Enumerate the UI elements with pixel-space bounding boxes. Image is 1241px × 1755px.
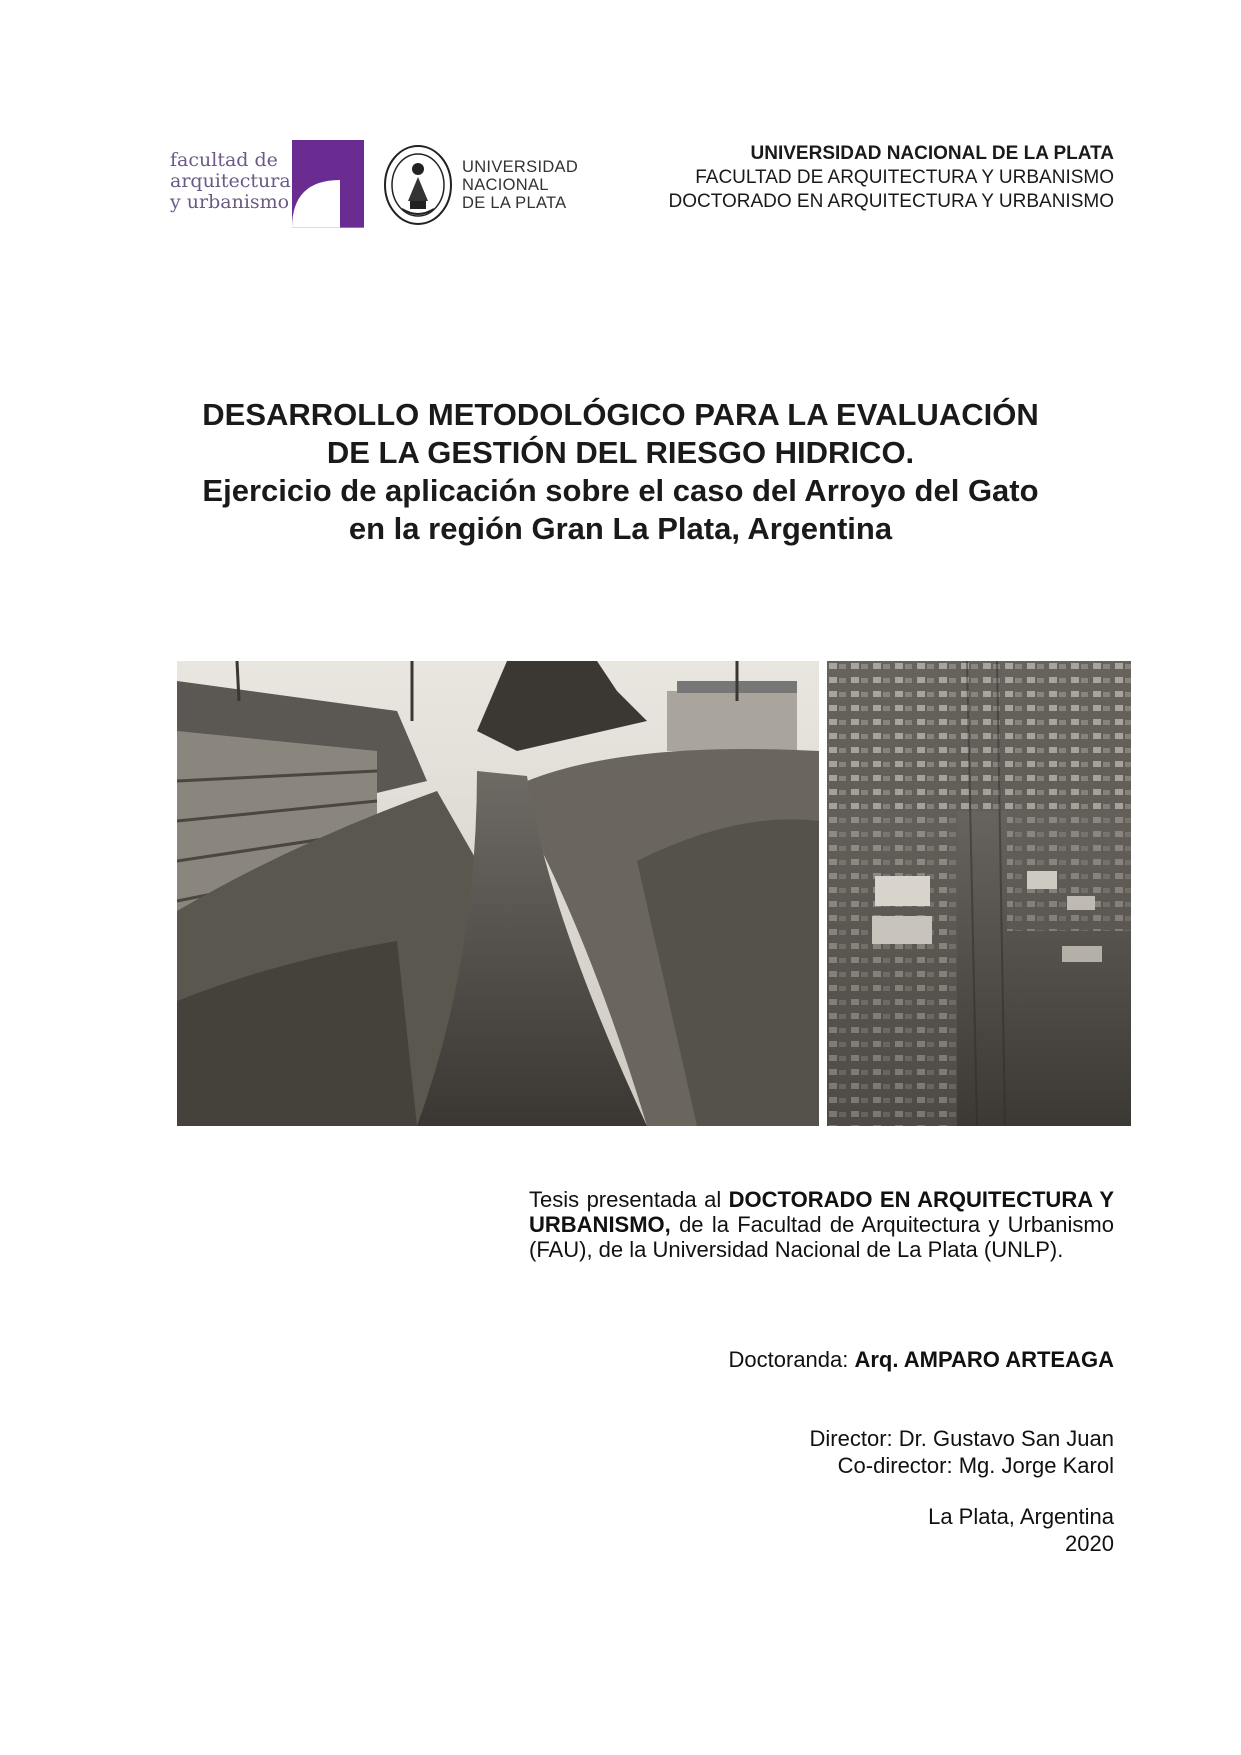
program-name: DOCTORADO EN ARQUITECTURA Y URBANISMO: [668, 191, 1114, 212]
faculty-name: FACULTAD DE ARQUITECTURA Y URBANISMO: [695, 167, 1114, 188]
doctoranda-label: Doctoranda:: [728, 1347, 855, 1372]
director: Director: Dr. Gustavo San Juan: [809, 1426, 1114, 1451]
co-director: Co-director: Mg. Jorge Karol: [837, 1453, 1114, 1478]
thesis-rest: de la Facultad de Arquitectura y Urbanismo (FAU), de la Universidad Nacional de La Plata (UNLP).: [529, 1212, 1114, 1262]
title-line-1: DESARROLLO METODOLÓGICO PARA LA EVALUACIÓN: [202, 397, 1039, 432]
year: 2020: [1065, 1531, 1114, 1556]
institution-header: [668, 142, 1114, 214]
stream-photo: [177, 661, 819, 1126]
fau-logo-line-1: facultad de: [170, 149, 278, 171]
directors: [810, 1425, 1114, 1479]
unlp-logo-line-2: NACIONAL: [462, 176, 549, 194]
fau-logo-text: [170, 150, 291, 213]
unlp-logo-line-1: UNIVERSIDAD: [462, 158, 579, 176]
thesis-title: [90, 396, 1151, 548]
thesis-statement: [529, 1187, 1114, 1262]
fau-logo-line-2: arquitectura: [170, 170, 291, 192]
place-and-date: [928, 1503, 1114, 1557]
title-line-4: en la región Gran La Plata, Argentina: [348, 511, 893, 546]
fau-logo: [168, 138, 368, 230]
title-line-3: Ejercicio de aplicación sobre el caso del Arroyo del Gato: [202, 473, 1039, 508]
doctoral-candidate: [729, 1347, 1114, 1373]
unlp-logo-line-3: DE LA PLATA: [462, 194, 567, 212]
university-name: UNIVERSIDAD NACIONAL DE LA PLATA: [750, 143, 1114, 164]
fau-logo-mark: [292, 140, 364, 228]
thesis-intro: Tesis presentada al: [529, 1187, 729, 1212]
city: La Plata, Argentina: [928, 1504, 1114, 1529]
unlp-seal-icon: [382, 143, 454, 227]
thesis-program: DOCTORADO EN ARQUITECTURA Y URBANISMO,: [529, 1187, 1114, 1237]
fau-logo-line-3: y urbanismo: [170, 191, 290, 213]
title-line-2: DE LA GESTIÓN DEL RIESGO HIDRICO.: [326, 435, 915, 470]
flood-aerial-photo: [827, 661, 1131, 1126]
unlp-logo-text: [462, 158, 578, 212]
doctoranda-name: Arq. AMPARO ARTEAGA: [854, 1347, 1114, 1372]
